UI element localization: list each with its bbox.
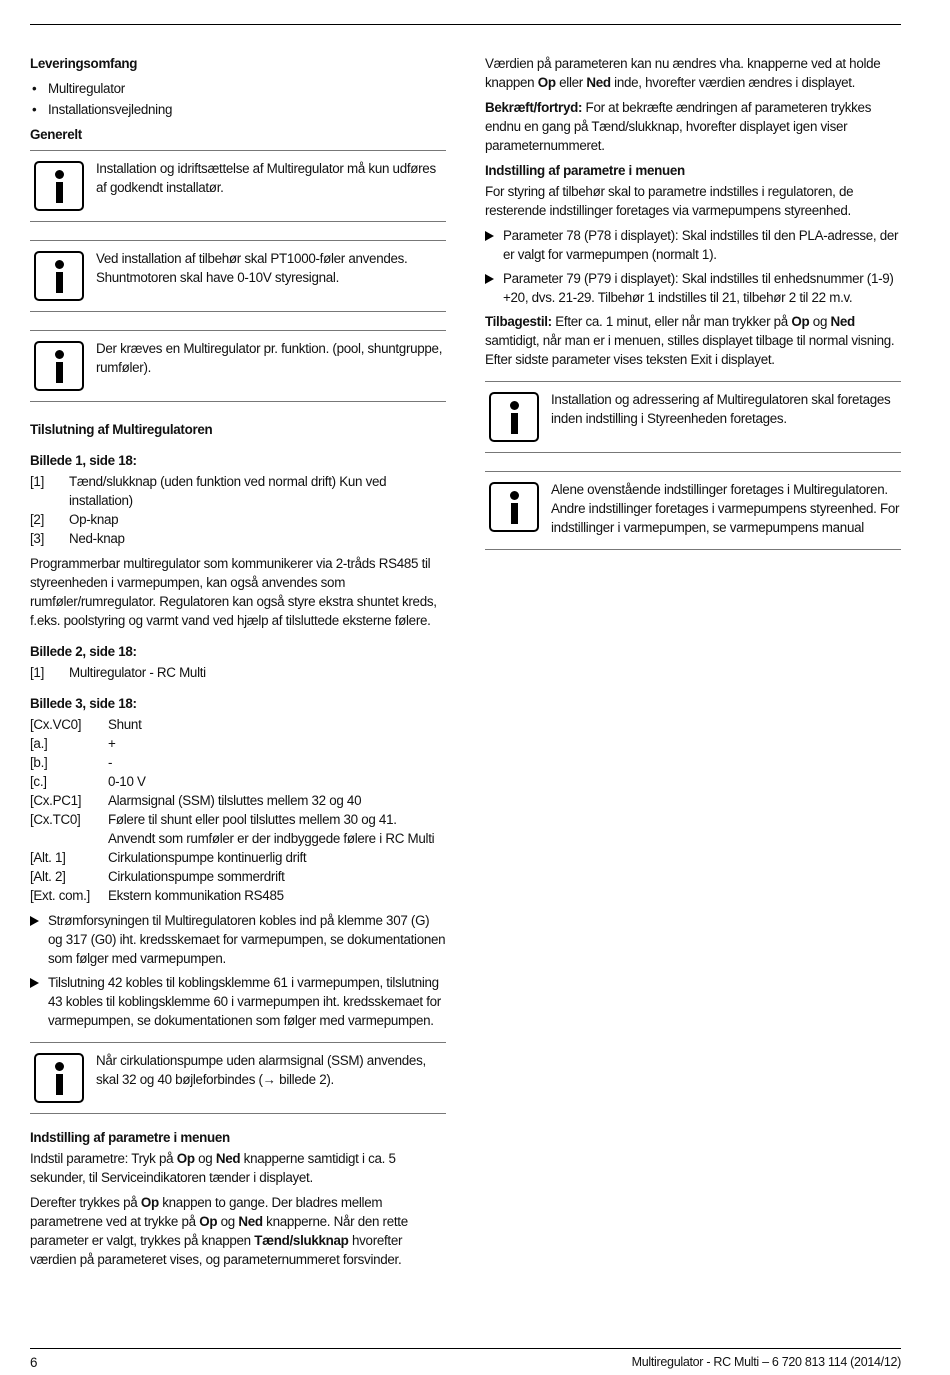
- list-item: [a.] +: [30, 736, 116, 751]
- info-text: Installation og idriftsættelse af Multiregulator må kun udføres af godkendt installatør.: [96, 161, 436, 195]
- info-box: [30, 150, 446, 222]
- list-item: [Cx.TC0] Følere til shunt eller pool tilsluttes mellem 30 og 41. Anvendt som rumføler er der indbyggede følere i RC Multi: [30, 812, 435, 846]
- billede1-text: Programmerbar multiregulator som kommunikerer via 2-tråds RS485 til styreenheden i varmepumpen, kan også anvendes som rumføler/rumregulator. Regulatoren kan også styre ekstra shuntet kreds, f.eks. poolstyring og varmt vand ved hjælp af tilsluttede eksterne følere.: [30, 556, 437, 628]
- instruction-item: Parameter 78 (P78 i displayet): Skal indstilles til den PLA-adresse, der er valgt for varmepumpen (normalt 1).: [485, 226, 901, 264]
- indstil-paragraph: Indstil parametre: Tryk på Op og Ned knapperne samtidigt i ca. 5 sekunder, til Serviceindikatoren tænder i displayet.: [30, 1151, 396, 1185]
- left-column: [30, 54, 446, 1275]
- list-item: [Cx.PC1] Alarmsignal (SSM) tilsluttes mellem 32 og 40: [30, 793, 362, 808]
- header-rule: [30, 24, 901, 25]
- list-item: [1] Tænd/slukknap (uden funktion ved normal drift) Kun ved installation): [30, 474, 387, 508]
- instruction-item: Parameter 79 (P79 i displayet): Skal indstilles til enhedsnummer (1-9) +20, dvs. 21-29. Tilbehør 1 indstilles til 21, tilbehør 2 til 22 m.v.: [485, 269, 901, 307]
- billede1-list: [30, 472, 446, 548]
- info-text: Ved installation af tilbehør skal PT1000-føler anvendes. Shuntmotoren skal have 0-10V styresignal.: [96, 251, 408, 285]
- list-item: [Ext. com.] Ekstern kommunikation RS485: [30, 888, 284, 903]
- info-text: Når cirkulationspumpe uden alarmsignal (SSM) anvendes, skal 32 og 40 bøjleforbindes (→ billede 2).: [96, 1053, 426, 1087]
- arrow-right-icon: [30, 978, 39, 988]
- list-item: • Multiregulator: [30, 79, 446, 98]
- info-text: Der kræves en Multiregulator pr. funktion. (pool, shuntgruppe, rumføler).: [96, 341, 443, 375]
- info-icon: [34, 251, 84, 301]
- tilslutning-heading: Tilslutning af Multiregulatoren: [30, 422, 213, 437]
- tilbagestil-paragraph: Tilbagestil: Efter ca. 1 minut, eller når man trykker på Op og Ned samtidigt, når man er i menuen, stilles displayet tilbage til normal visning. Efter sidste parameter vises teksten Exit i displayet.: [485, 314, 895, 367]
- list-item: [1] Multiregulator - RC Multi: [30, 665, 206, 680]
- indstilling-heading: Indstilling af parametre i menuen: [30, 1130, 230, 1145]
- info-text: Alene ovenstående indstillinger foretages i Multiregulatoren. Andre indstillinger foretages i varmepumpens styreenhed. For indstillinger i varmepumpen, se varmepumpens manual: [551, 482, 900, 535]
- info-icon: [489, 482, 539, 532]
- page-number: 6: [30, 1355, 38, 1370]
- billede2-list: [30, 663, 446, 682]
- leveringsomfang-list: [30, 79, 446, 119]
- info-icon: [34, 161, 84, 211]
- arrow-right-icon: [30, 916, 39, 926]
- right-column: [485, 54, 901, 568]
- document-reference: Multiregulator - RC Multi – 6 720 813 114 (2014/12): [631, 1355, 901, 1369]
- instruction-item: Tilslutning 42 kobles til koblingsklemme 61 i varmepumpen, tilslutning 43 kobles til koblingsklemme 60 i varmepumpen iht. kredsskemaet for varmepumpen, se dokumentationen som følger med varmepumpen.: [30, 973, 446, 1030]
- info-icon: [34, 1053, 84, 1103]
- footer-rule: [30, 1348, 901, 1349]
- list-item: • Installationsvejledning: [30, 100, 446, 119]
- info-box: [30, 1042, 446, 1114]
- info-box: [485, 381, 901, 453]
- info-icon: [34, 341, 84, 391]
- list-item: [c.] 0-10 V: [30, 774, 146, 789]
- leveringsomfang-heading: Leveringsomfang: [30, 56, 138, 71]
- indstilling-heading: Indstilling af parametre i menuen: [485, 163, 685, 178]
- generelt-heading: Generelt: [30, 127, 82, 142]
- billede3-heading: Billede 3, side 18:: [30, 696, 137, 711]
- instruction-item: Strømforsyningen til Multiregulatoren kobles ind på klemme 307 (G) og 317 (G0) iht. kredsskemaet for varmepumpen, se dokumentationen som følger med varmepumpen.: [30, 911, 446, 968]
- info-box: [485, 471, 901, 550]
- arrow-right-icon: [485, 274, 494, 284]
- list-item: [2] Op-knap: [30, 512, 119, 527]
- info-icon: [489, 392, 539, 442]
- list-item: [b.] -: [30, 755, 113, 770]
- list-item: [3] Ned-knap: [30, 531, 125, 546]
- info-box: [30, 330, 446, 402]
- info-text: Installation og adressering af Multiregulatoren skal foretages inden indstilling i Styreenheden foretages.: [551, 392, 891, 426]
- list-item: [Alt. 2] Cirkulationspumpe sommerdrift: [30, 869, 285, 884]
- bekraeft-paragraph: Bekræft/fortryd: For at bekræfte ændringen af parameteren trykkes endnu en gang på Tænd/slukknap, hvorefter displayet igen viser parameternummeret.: [485, 100, 872, 153]
- vaerdien-paragraph: Værdien på parameteren kan nu ændres vha. knapperne ved at holde knappen Op eller Ned inde, hvorefter værdien ændres i displayet.: [485, 56, 881, 90]
- styring-paragraph: For styring af tilbehør skal to parametre indstilles i regulatoren, de resterende indstillinger foretages via varmepumpens styreenhed.: [485, 184, 854, 218]
- billede2-heading: Billede 2, side 18:: [30, 644, 137, 659]
- list-item: [Cx.VC0] Shunt: [30, 717, 142, 732]
- billede3-list: [30, 715, 446, 905]
- arrow-right-icon: [485, 231, 494, 241]
- info-box: [30, 240, 446, 312]
- derefter-paragraph: Derefter trykkes på Op knappen to gange. Der bladres mellem parametrene ved at trykke på Op og Ned knapperne. Når den rette parameter er valgt, trykkes på knappen Tænd/slukknap hvorefter værdien på parameteret vises, og parameternummeret forsvinder.: [30, 1195, 408, 1267]
- billede1-heading: Billede 1, side 18:: [30, 453, 137, 468]
- list-item: [Alt. 1] Cirkulationspumpe kontinuerlig drift: [30, 850, 307, 865]
